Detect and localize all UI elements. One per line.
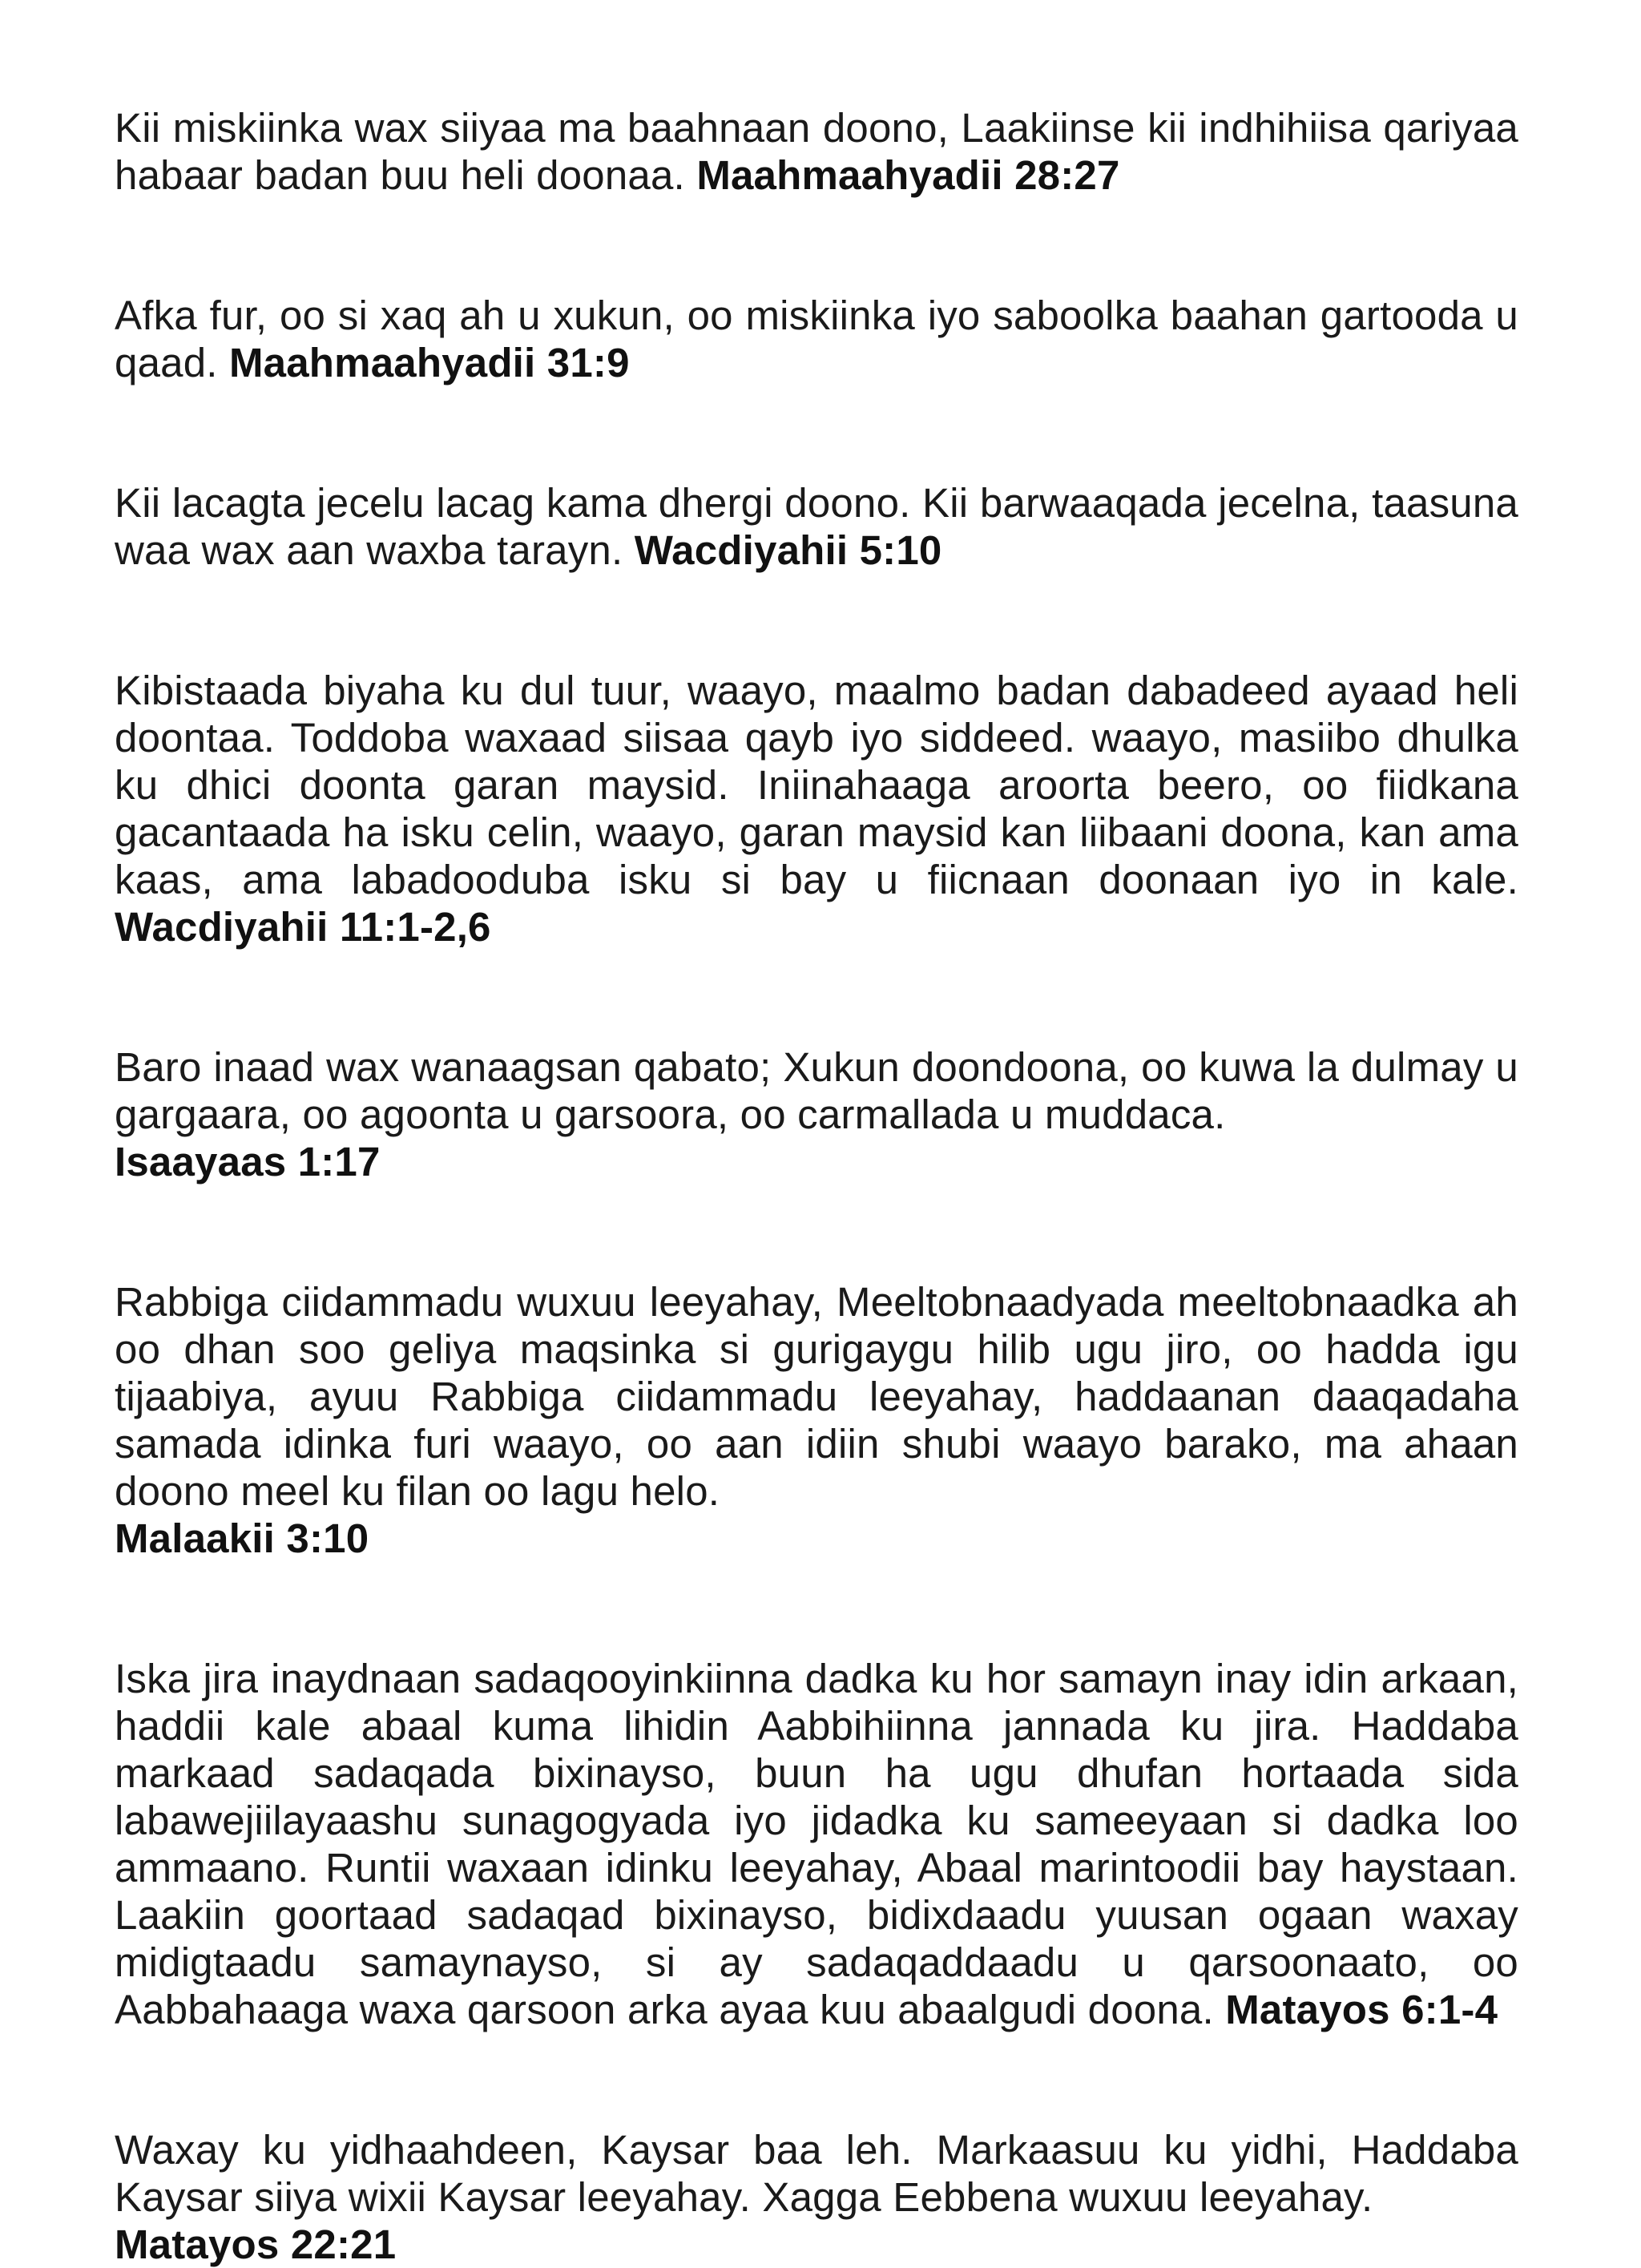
verse-text: Kibistaada biyaha ku dul tuur, waayo, maalmo badan dabadeed ayaad heli doontaa. Toddoba waxaad siisaa qayb iyo siddeed. waayo, masiibo dhulka ku dhici doonta garan maysid. Iniinahaaga aroorta beero, oo fiidkana gacantaada ha isku celin, waayo, garan maysid kan liibaani doona, kan ama kaas, ama labadooduba isku si bay u fiicnaan doonaan iyo in kale. [115, 668, 1518, 902]
document-page [115, 104, 1518, 2268]
verse-text: Iska jira inaydnaan sadaqooyinkiinna dadka ku hor samayn inay idin arkaan, haddii kale abaal kuma lihidin Aabbihiinna jannada ku jira. Haddaba markaad sadaqada bixinayso, buun ha ugu dhufan hortaada sida labawejiilayaashu sunagogyada iyo jidadka ku sameeyaan si dadka loo ammaano. Runtii waxaan idinku leeyahay, Abaal marintoodii bay haystaan. Laakiin goortaad sadaqad bixinayso, bidixdaadu yuusan ogaan waxay midigtaadu samaynayso, si ay sadaqaddaadu u qarsoonaato, oo Aabbahaaga waxa qarsoon arka ayaa kuu abaalgudi doona. [115, 1656, 1518, 2032]
verse-reference: Wacdiyahii 5:10 [634, 527, 942, 573]
verse-paragraph [115, 1655, 1518, 2033]
verse-paragraph [115, 292, 1518, 386]
verse-text: Rabbiga ciidammadu wuxuu leeyahay, Meeltobnaadyada meeltobnaadka ah oo dhan soo geliya maqsinka si gurigaygu hilib ugu jiro, oo hadda igu tijaabiya, ayuu Rabbiga ciidammadu leeyahay, haddaanan daaqadaha samada idinka furi waayo, oo aan idiin shubi waayo barako, ma ahaan doono meel ku filan oo lagu helo. [115, 1279, 1518, 1514]
verse-text: Kii miskiinka wax siiyaa ma baahnaan doono, Laakiinse kii indhihiisa qariyaa habaar badan buu heli doonaa. [115, 105, 1518, 198]
verse-reference: Wacdiyahii 11:1-2,6 [115, 904, 491, 950]
verse-text: Waxay ku yidhaahdeen, Kaysar baa leh. Markaasuu ku yidhi, Haddaba Kaysar siiya wixii Kaysar leeyahay. Xagga Eebbena wuxuu leeyahay. [115, 2127, 1518, 2220]
verse-reference: Malaakii 3:10 [115, 1515, 369, 1561]
verse-text: Baro inaad wax wanaagsan qabato; Xukun doondoona, oo kuwa la dulmay u gargaara, oo agoonta u garsoora, oo carmallada u muddaca. [115, 1044, 1518, 1137]
verse-paragraph [115, 1278, 1518, 1562]
verse-paragraph [115, 104, 1518, 199]
verse-reference: Matayos 22:21 [115, 2222, 397, 2267]
verse-paragraph [115, 1043, 1518, 1185]
verse-reference: Maahmaahyadii 28:27 [696, 152, 1120, 198]
verse-text: Afka fur, oo si xaq ah u xukun, oo miskiinka iyo saboolka baahan gartooda u qaad. [115, 293, 1518, 385]
verse-text: Kii lacagta jecelu lacag kama dhergi doono. Kii barwaaqada jecelna, taasuna waa wax aan waxba tarayn. [115, 480, 1518, 573]
verse-paragraph [115, 2126, 1518, 2268]
verse-reference: Maahmaahyadii 31:9 [229, 340, 630, 385]
verse-reference: Matayos 6:1-4 [1225, 1987, 1498, 2032]
verse-reference: Isaayaas 1:17 [115, 1139, 381, 1184]
verse-paragraph [115, 479, 1518, 574]
verse-paragraph [115, 667, 1518, 950]
